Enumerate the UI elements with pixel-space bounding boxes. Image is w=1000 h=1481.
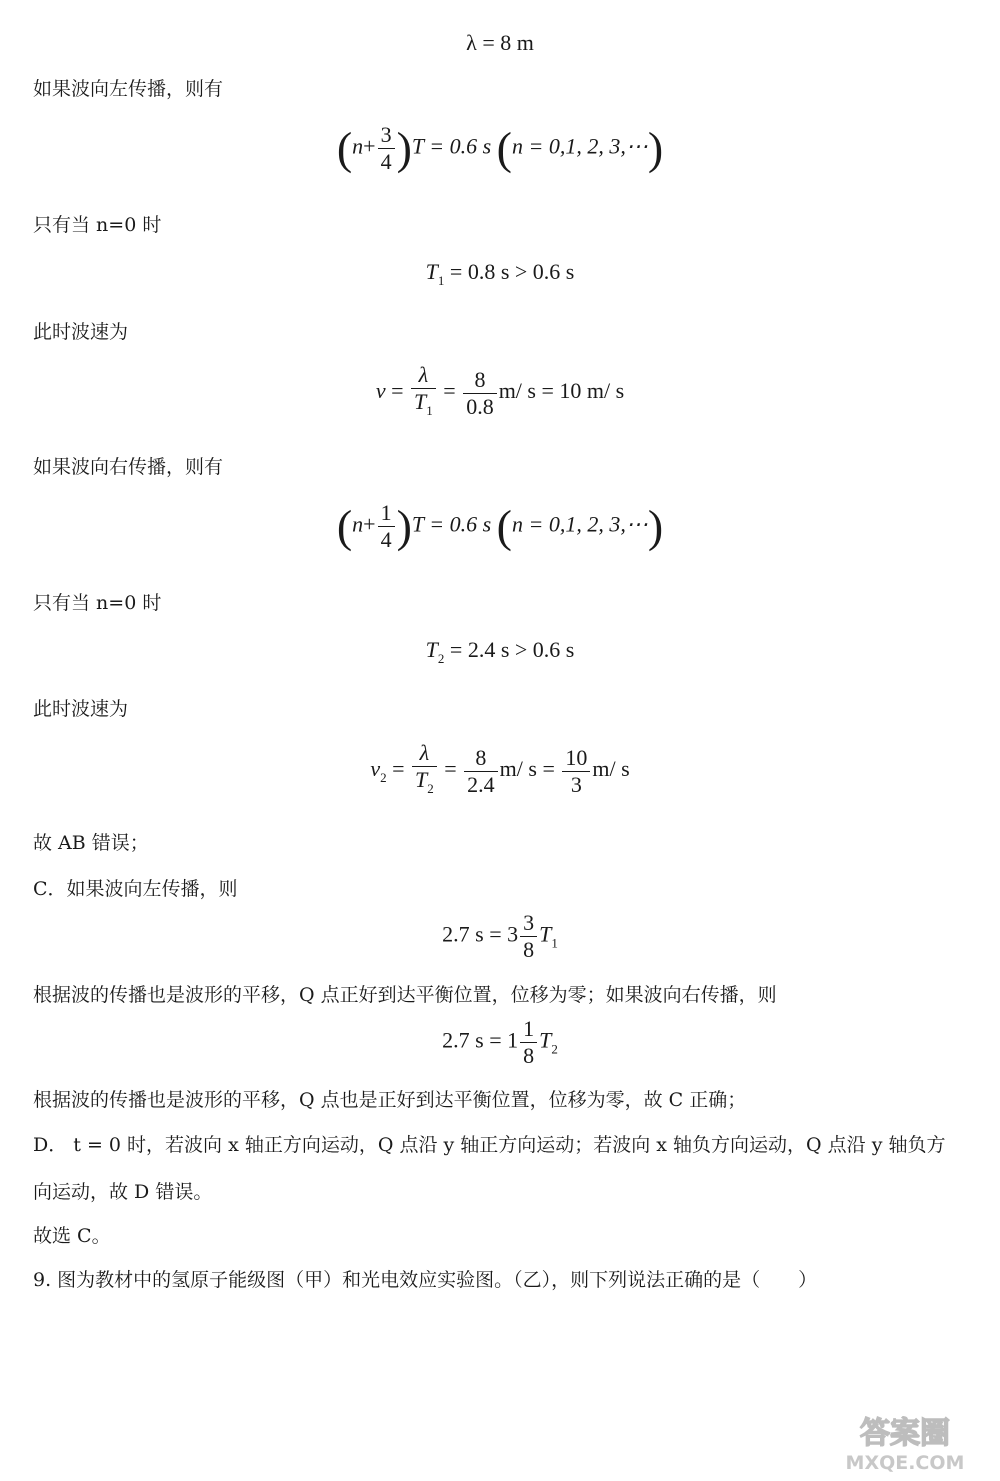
fraction-1-over-8 (520, 1016, 537, 1069)
text-wave-speed: 此时波速为 (33, 698, 129, 720)
subscript: 1 (551, 935, 558, 951)
equation-t1 (0, 259, 1000, 289)
text-answer: 故选 C。 (33, 1225, 111, 1247)
paren-open: ( (336, 500, 353, 552)
equation-v2 (0, 740, 1000, 802)
c-eq-right: 2.7 s = 1 (442, 1027, 519, 1053)
watermark-url: MXQE.COM (845, 1452, 965, 1473)
subscript: 2 (380, 770, 387, 786)
wavelength-text: λ = 8 m (466, 30, 534, 55)
symbol-plus: + (363, 511, 376, 537)
fraction-8-over-08 (463, 367, 497, 420)
symbol-t: T (415, 767, 428, 792)
paren-close: ) (396, 122, 412, 174)
unit-text: m/ s (592, 756, 630, 782)
symbol-eq: = (443, 378, 456, 404)
symbol-eq: = (444, 756, 457, 782)
subscript: 1 (437, 273, 445, 288)
fraction-lambda-t1 (411, 362, 436, 424)
fraction-3-over-8 (520, 910, 537, 963)
text-only-n0: 只有当 n=0 时 (33, 592, 162, 614)
subscript: 2 (437, 651, 445, 666)
text-wave-speed: 此时波速为 (33, 321, 129, 343)
watermark-title: 答案圈 (860, 1416, 950, 1451)
text-option-d-line-1: D． t = 0 时，若波向 x 轴正方向运动，Q 点沿 y 轴正方向运动；若波向 x 轴负方向运动，Q 点沿 y 轴负方 (33, 1134, 946, 1156)
symbol-eq: = (392, 756, 405, 782)
fraction-three-quarters (378, 122, 395, 175)
fraction-8-over-24 (464, 745, 498, 798)
fraction-denominator: 2.4 (467, 771, 495, 797)
symbol-v: v (375, 378, 386, 404)
fraction-numerator: 8 (464, 745, 498, 772)
paren-open: ( (496, 500, 512, 552)
watermark-logo (830, 1407, 980, 1473)
symbol-n: n (352, 511, 364, 537)
paren-open: ( (496, 122, 512, 174)
paren-close: ) (396, 500, 412, 552)
v1-result: m/ s = 10 m/ s (498, 378, 625, 404)
condition-text: n = 0,1, 2, 3,⋯ (511, 133, 648, 159)
text-only-n0: 只有当 n=0 时 (33, 214, 162, 236)
fraction-denominator (411, 389, 436, 424)
text-question-9: 9. 图为教材中的氢原子能级图（甲）和光电效应实验图。（乙），则下列说法正确的是（ ） (33, 1269, 818, 1291)
fraction-numerator: 3 (520, 910, 537, 937)
t1-value: = 0.8 s > 0.6 s (449, 259, 575, 284)
fraction-denominator: 4 (380, 149, 392, 174)
fraction-denominator (412, 767, 437, 802)
fraction-numerator: 8 (463, 367, 497, 394)
text-left-propagation: 如果波向左传播，则有 (33, 78, 224, 100)
symbol-t: T (539, 1027, 552, 1053)
equation-rest: T = 0.6 s (411, 511, 492, 537)
fraction-denominator: 0.8 (466, 393, 494, 419)
fraction-numerator: 3 (378, 122, 395, 149)
equation-v1 (0, 362, 1000, 424)
fraction-denominator: 8 (523, 1043, 535, 1068)
text-option-c-intro: C．如果波向左传播，则 (33, 878, 238, 900)
symbol-n: n (352, 133, 364, 159)
equation-t2 (0, 637, 1000, 667)
text-ab-wrong: 故 AB 错误； (33, 832, 149, 854)
text-option-d-line-2: 向运动，故 D 错误。 (33, 1181, 213, 1203)
text-option-c-explain-2: 根据波的传播也是波形的平移，Q 点也是正好到达平衡位置，位移为零，故 C 正确； (33, 1089, 747, 1111)
equation-left-period (0, 122, 1000, 175)
equation-c-left (0, 910, 1000, 963)
fraction-numerator: λ (412, 740, 437, 767)
equation-right-period (0, 500, 1000, 553)
fraction-numerator: 1 (378, 500, 395, 527)
subscript: 2 (551, 1041, 558, 1057)
fraction-numerator: 1 (520, 1016, 537, 1043)
text-option-c-explain-1: 根据波的传播也是波形的平移，Q 点正好到达平衡位置，位移为零；如果波向右传播，则 (33, 984, 777, 1006)
equation-wavelength (0, 30, 1000, 56)
symbol-v: v (370, 756, 381, 782)
equation-c-right (0, 1016, 1000, 1069)
fraction-denominator: 4 (380, 527, 392, 552)
subscript: 2 (427, 781, 434, 796)
symbol-t: T (425, 259, 438, 284)
unit-text: m/ s = (499, 756, 555, 782)
fraction-one-quarter (378, 500, 395, 553)
paren-close: ) (647, 500, 664, 552)
paren-open: ( (336, 122, 353, 174)
equation-rest: T = 0.6 s (411, 133, 492, 159)
fraction-denominator: 3 (570, 771, 582, 797)
text-right-propagation: 如果波向右传播，则有 (33, 456, 224, 478)
symbol-t: T (425, 637, 438, 662)
t2-value: = 2.4 s > 0.6 s (449, 637, 575, 662)
paren-close: ) (647, 122, 664, 174)
subscript: 1 (426, 403, 433, 418)
c-eq-left: 2.7 s = 3 (442, 921, 519, 947)
symbol-eq: = (391, 378, 404, 404)
fraction-numerator: λ (411, 362, 436, 389)
fraction-10-over-3 (562, 745, 590, 798)
fraction-lambda-t2 (412, 740, 437, 802)
fraction-denominator: 8 (523, 937, 535, 962)
symbol-t: T (414, 389, 427, 414)
symbol-t: T (539, 921, 552, 947)
condition-text: n = 0,1, 2, 3,⋯ (511, 511, 648, 537)
fraction-numerator: 10 (562, 745, 590, 772)
symbol-plus: + (363, 133, 376, 159)
